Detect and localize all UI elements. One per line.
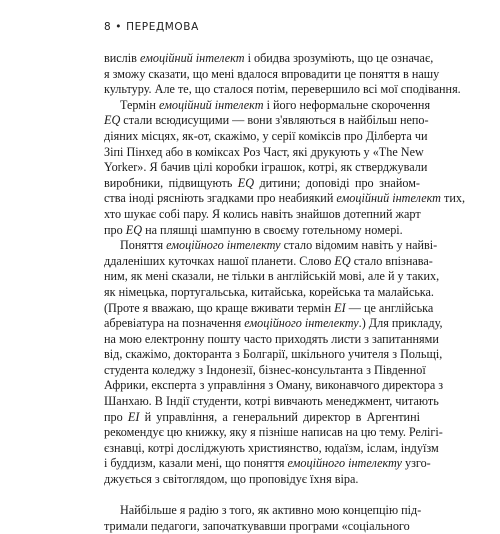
text-line: Шанхаю. В Індії студенти, котрі вивчають менеджмент, читають <box>104 394 439 409</box>
paragraph <box>104 503 420 534</box>
text-line: Термін емоційний інтелект і його неформальне скорочення <box>120 97 431 112</box>
text-line: ним, як мені сказали, не тільки в англійській мові, але й у таких, <box>104 269 440 284</box>
paragraph <box>104 97 465 238</box>
text-line: про EQ на пляшці шампуню в своєму готельному номері. <box>104 222 403 237</box>
text-line: рекомендує цю книжку, яку я пізніше написав на цю тему. Релігі- <box>104 425 443 440</box>
text-line: про EI й управління, а генеральний директор в Аргентині <box>104 409 420 424</box>
text-line: Африки, експерта з управління з Оману, виконавчого директора з <box>104 378 444 393</box>
paragraph <box>104 51 461 98</box>
text-line: ддаленіших куточках нашої планети. Слово EQ стало впізнава- <box>104 253 433 268</box>
page-number: 8 <box>104 21 112 33</box>
text-line: і буддизм, казали мені, що поняття емоційного інтелекту узго- <box>104 456 431 471</box>
text-line: EQ стали всюдисущими — вони з'являються в найбільш непо- <box>104 113 429 128</box>
text-line: ства іноді рясніють згадками про неабиякий емоційний інтелект тих, <box>104 191 465 206</box>
text-line: джується з світоглядом, що проповідує їхня віра. <box>104 472 359 487</box>
text-line: Зіпі Пінхед або в коміксах Роз Част, які друкують у «The New <box>104 144 424 159</box>
separator-dot: • <box>115 21 123 33</box>
text-line: хто шукає собі пару. Я колись навіть знайшов дотепний жарт <box>104 206 421 221</box>
text-line: на мою електронну пошту часто приходять листи з запитаннями <box>104 331 439 346</box>
text-line: вислів емоційний інтелект і обидва зрозуміють, що це означає, <box>104 51 434 65</box>
text-line: Yorker». Я бачив цілі коробки іграшок, котрі, як стверджували <box>104 160 428 175</box>
body-text <box>104 51 465 534</box>
text-line: я зможу сказати, що мені вдалося впровадити це поняття в нашу <box>104 66 440 81</box>
text-line: абревіатура на позначення емоційного інтелекту.) Для прикладу, <box>104 316 443 331</box>
paragraph <box>104 238 444 488</box>
text-line: тримали педагоги, започаткувавши програми «соціального <box>104 518 410 533</box>
text-line: як німецька, португальська, китайська, корейська та малайська. <box>104 284 434 299</box>
text-line: Найбільше я радію з того, як активно мою концепцію під- <box>120 503 422 518</box>
section-title: ПЕРЕДМОВА <box>126 21 199 33</box>
text-line: (Проте я вважаю, що краще вживати термін EI — це англійська <box>104 300 434 315</box>
text-line: Поняття емоційного інтелекту стало відомим навіть у найві- <box>120 238 438 253</box>
text-line: культуру. Але те, що сталося потім, перевершило всі мої сподівання. <box>104 82 461 97</box>
text-line: від, скажімо, докторанта з Болгарії, шкільного учителя з Польщі, <box>104 347 443 362</box>
text-line: єзнавці, котрі досліджують християнство, юдаїзм, іслам, індуїзм <box>104 440 439 455</box>
paragraph-gap <box>104 488 420 504</box>
running-head <box>104 21 199 33</box>
text-line: виробники, підвищують EQ дитини; доповіді про знайом- <box>104 175 420 190</box>
text-line: діяних місцях, як-от, скажімо, у серії коміксів про Ділберта чи <box>104 128 428 143</box>
text-line: студента коледжу з Індонезії, бізнес-консультанта з Південної <box>104 362 426 377</box>
